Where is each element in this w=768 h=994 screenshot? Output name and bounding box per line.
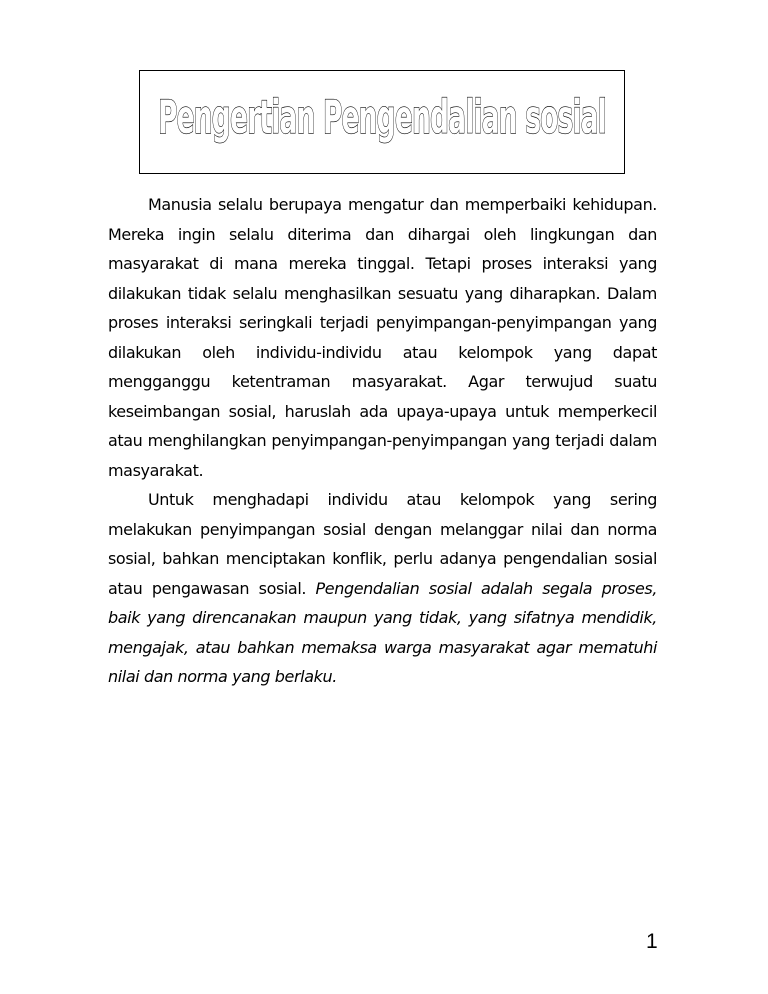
body-text	[108, 190, 657, 692]
page-title: Pengertian Pengendalian sosial	[158, 90, 606, 144]
paragraph-1: Manusia selalu berupaya mengatur dan memperbaiki kehidupan. Mereka ingin selalu diterima dan dihargai oleh lingkungan dan masyarakat di mana mereka tinggal. Tetapi proses interaksi yang dilakukan tidak selalu menghasilkan sesuatu yang diharapkan. Dalam proses interaksi seringkali terjadi penyimpangan-penyimpangan yang dilakukan oleh individu-individu atau kelompok yang dapat mengganggu ketentraman masyarakat. Agar terwujud suatu keseimbangan sosial, haruslah ada upaya-upaya untuk memperkecil atau menghilangkan penyimpangan-penyimpangan yang terjadi dalam masyarakat.	[108, 195, 657, 480]
title-box	[139, 70, 625, 174]
page-number: 1	[646, 930, 658, 953]
paragraph-2-italic-definition: Pengendalian sosial adalah segala proses, baik yang direncanakan maupun yang tidak, yang sifatnya mendidik, mengajak, atau bahkan memaksa warga masyarakat agar mematuhi nilai dan norma yang berlaku.	[108, 578, 658, 686]
paragraph-2-regular: Untuk menghadapi individu atau kelompok yang sering melakukan penyimpangan sosial dengan melanggar nilai dan norma sosial, bahkan menciptakan konflik, perlu adanya pengendalian sosial atau pengawasan sosial.	[108, 490, 657, 598]
title-wordart	[147, 81, 617, 151]
paragraph-2	[108, 485, 657, 692]
